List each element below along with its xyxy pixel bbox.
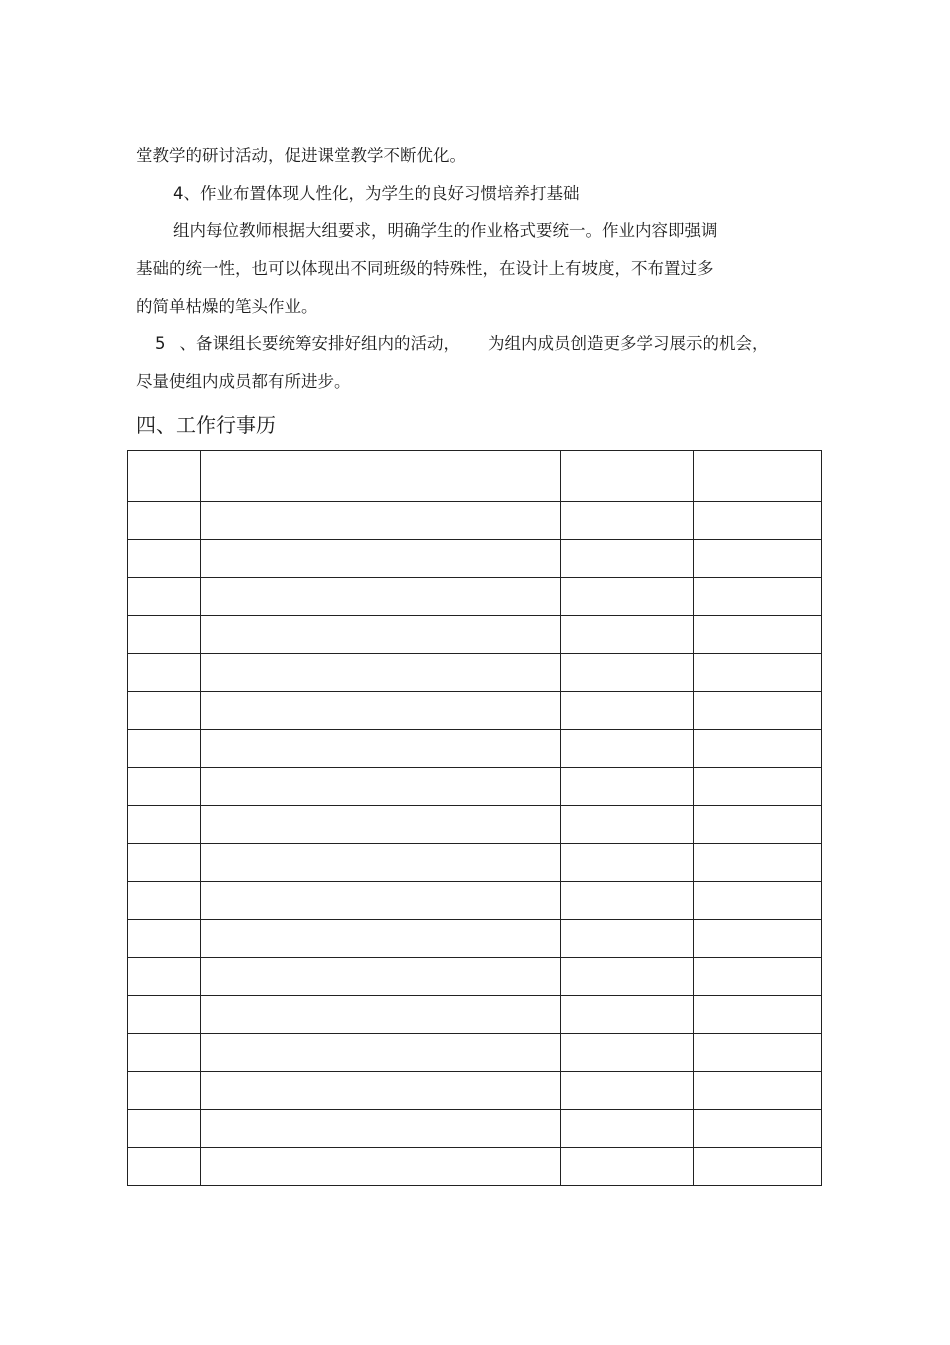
table-cell (201, 806, 561, 844)
table-cell (128, 730, 201, 768)
table-cell (201, 1148, 561, 1186)
table-cell (128, 996, 201, 1034)
table-cell (694, 806, 822, 844)
table-cell (201, 882, 561, 920)
table-cell (201, 1110, 561, 1148)
table-row (128, 692, 822, 730)
table-cell (561, 1148, 694, 1186)
table-cell (561, 502, 694, 540)
table-cell (128, 692, 201, 730)
table-row (128, 578, 822, 616)
table-cell (128, 1072, 201, 1110)
table-row (128, 654, 822, 692)
table-cell (128, 654, 201, 692)
table-row (128, 920, 822, 958)
table-cell (201, 768, 561, 806)
table-cell (561, 806, 694, 844)
table-cell (561, 692, 694, 730)
table-cell (201, 692, 561, 730)
table-cell (201, 996, 561, 1034)
table-row (128, 1034, 822, 1072)
table-cell (561, 882, 694, 920)
table-row (128, 768, 822, 806)
table-row (128, 730, 822, 768)
table-cell (128, 451, 201, 502)
table-cell (694, 730, 822, 768)
table-cell (201, 616, 561, 654)
table-cell (201, 502, 561, 540)
table-cell (694, 958, 822, 996)
table-cell (201, 1034, 561, 1072)
table-cell (128, 844, 201, 882)
table-cell (694, 844, 822, 882)
table-cell (128, 806, 201, 844)
table-cell (694, 578, 822, 616)
table-cell (694, 451, 822, 502)
table-cell (694, 616, 822, 654)
table-cell (694, 1110, 822, 1148)
paragraph-line: 的简单枯燥的笔头作业。 (136, 297, 318, 316)
work-calendar-body (128, 451, 822, 1186)
table-row (128, 1110, 822, 1148)
table-cell (561, 844, 694, 882)
table-cell (561, 451, 694, 502)
table-cell (694, 1034, 822, 1072)
table-cell (128, 578, 201, 616)
table-cell (201, 958, 561, 996)
table-cell (694, 920, 822, 958)
table-cell (201, 844, 561, 882)
work-calendar-table (127, 450, 822, 1186)
table-cell (561, 1034, 694, 1072)
table-cell (128, 616, 201, 654)
table-cell (128, 958, 201, 996)
table-cell (694, 540, 822, 578)
item-5-number: 5 (155, 334, 166, 353)
table-cell (201, 654, 561, 692)
table-cell (128, 768, 201, 806)
table-row (128, 996, 822, 1034)
table-cell (694, 996, 822, 1034)
table-cell (694, 1072, 822, 1110)
table-cell (201, 920, 561, 958)
paragraph-line: 尽量使组内成员都有所进步。 (136, 372, 351, 391)
table-cell (694, 882, 822, 920)
item-4-heading: 4、作业布置体现人性化，为学生的良好习惯培养打基础 (173, 184, 580, 203)
table-row (128, 616, 822, 654)
paragraph-line: 基础的统一性，也可以体现出不同班级的特殊性，在设计上有坡度，不布置过多 (136, 259, 714, 278)
table-cell (201, 451, 561, 502)
table-cell (694, 654, 822, 692)
table-cell (128, 1110, 201, 1148)
table-row (128, 806, 822, 844)
section-title: 四、工作行事历 (136, 413, 276, 437)
table-cell (128, 1148, 201, 1186)
table-cell (201, 730, 561, 768)
table-cell (128, 540, 201, 578)
table-row (128, 1072, 822, 1110)
table-cell (201, 1072, 561, 1110)
item-5-text-part2: 为组内成员创造更多学习展示的机会， (488, 334, 769, 353)
table-cell (561, 654, 694, 692)
table-cell (694, 1148, 822, 1186)
table-row (128, 882, 822, 920)
table-cell (561, 1110, 694, 1148)
table-cell (128, 502, 201, 540)
table-row (128, 844, 822, 882)
table-cell (694, 502, 822, 540)
table-cell (561, 730, 694, 768)
table-header-row (128, 451, 822, 502)
table-cell (201, 578, 561, 616)
table-cell (561, 1072, 694, 1110)
table-cell (694, 692, 822, 730)
paragraph-line: 堂教学的研讨活动，促进课堂教学不断优化。 (136, 146, 466, 165)
table-cell (561, 958, 694, 996)
table-cell (561, 578, 694, 616)
item-5-text-part1: 、备课组长要统筹安排好组内的活动， (179, 334, 460, 353)
table-row (128, 540, 822, 578)
table-cell (561, 920, 694, 958)
table-cell (561, 996, 694, 1034)
table-cell (201, 540, 561, 578)
paragraph-line: 组内每位教师根据大组要求，明确学生的作业格式要统一。作业内容即强调 (173, 221, 718, 240)
item-5-line (155, 334, 769, 354)
table-row (128, 1148, 822, 1186)
table-cell (561, 616, 694, 654)
table-cell (561, 768, 694, 806)
table-cell (561, 540, 694, 578)
table-cell (128, 1034, 201, 1072)
table-cell (694, 768, 822, 806)
table-cell (128, 882, 201, 920)
table-row (128, 958, 822, 996)
table-row (128, 502, 822, 540)
table-cell (128, 920, 201, 958)
